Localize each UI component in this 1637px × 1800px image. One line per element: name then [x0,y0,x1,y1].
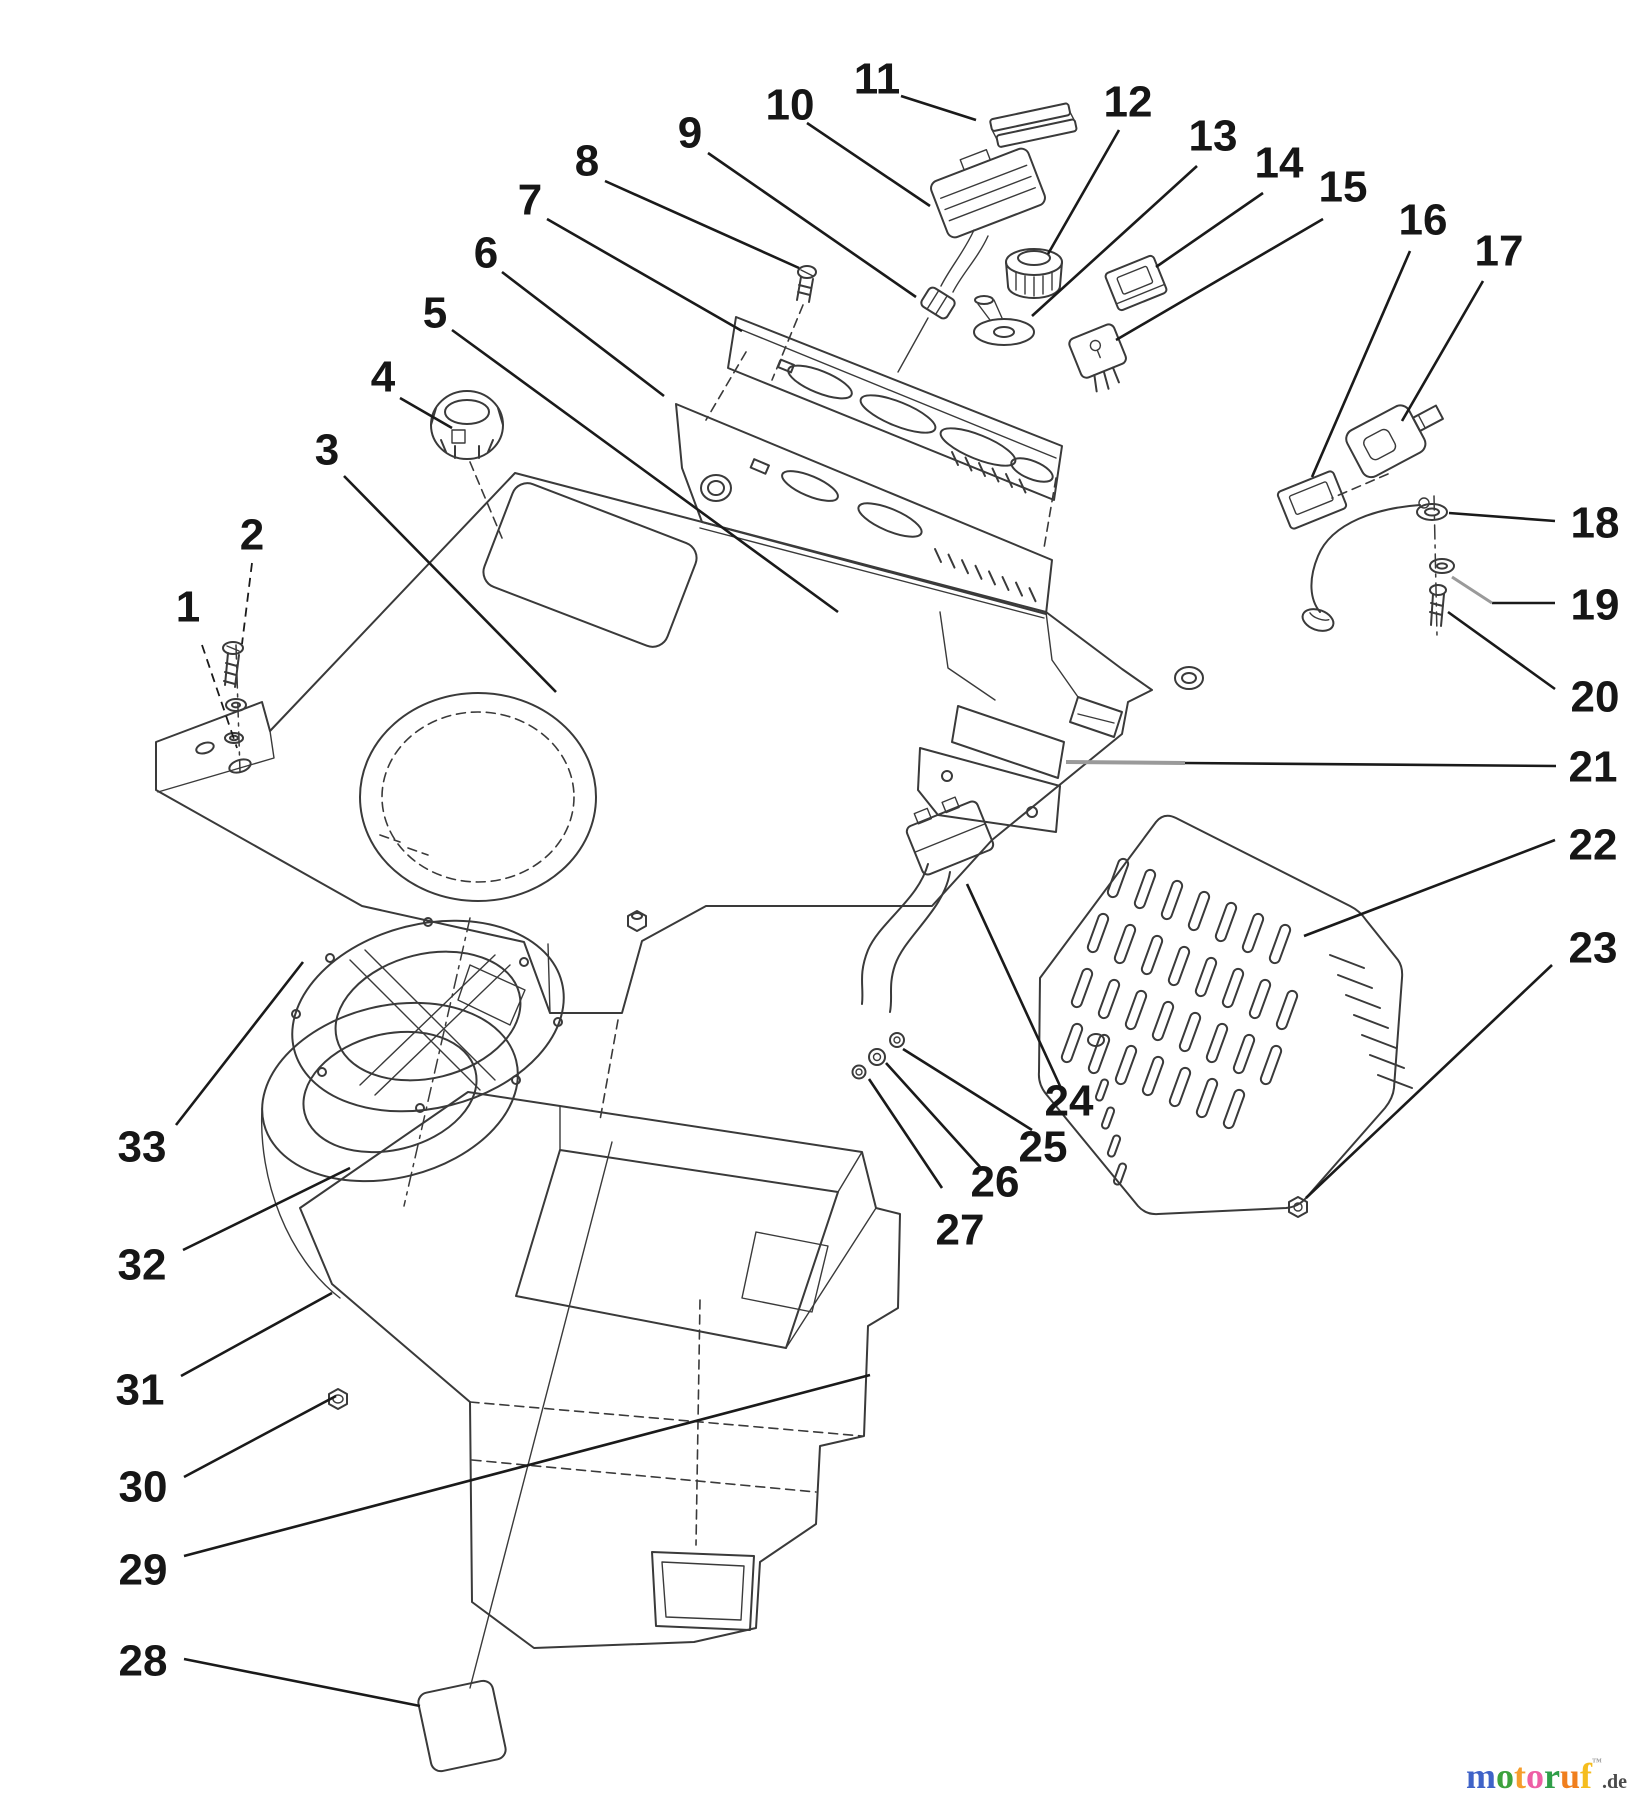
logo-letter-o: o [1495,1756,1514,1796]
choke-dial [974,296,1034,345]
vent-slot [1086,912,1109,953]
fuel-cap [431,391,503,538]
vent-slot [1178,1011,1201,1052]
vent-slot [1097,978,1120,1019]
leader-line-3 [344,476,556,692]
vent-slot [1275,989,1298,1030]
ignition-key [1343,390,1452,481]
vent-slot [1133,868,1156,909]
callout-label-17: 17 [1474,226,1524,276]
side-hatch-line [1330,955,1364,968]
callout-label-19: 19 [1570,580,1620,630]
parts-artwork [156,102,1454,1773]
leader-line-5 [452,330,838,612]
callout-label-16: 16 [1398,195,1448,245]
leader-line-2 [242,563,252,644]
rib-tick [1030,588,1036,601]
leader-line-14 [1156,193,1263,267]
lower-shroud [300,1092,900,1648]
logo-letter-f: f [1580,1756,1592,1796]
logo-letter-t: t [1513,1756,1526,1796]
vent-slot [1124,989,1147,1030]
rib-tick [949,555,955,568]
callout-label-25: 25 [1018,1122,1068,1172]
leader-line-33 [176,962,303,1125]
leader-line-30 [184,1396,336,1477]
rib-tick [989,571,995,584]
vent-slot [1232,1033,1255,1074]
vent-slot [1194,956,1217,997]
logo-letter-u: u [1559,1756,1580,1796]
callout-label-32: 32 [117,1240,167,1290]
leader-line-22 [1304,840,1555,936]
callout-label-1: 1 [175,582,201,632]
blower-opening-outer [360,693,596,901]
panel-fasteners [853,1033,905,1079]
vent-slot [1060,1022,1083,1063]
callout-label-7: 7 [517,175,543,225]
vent-slot [1070,967,1093,1008]
key-lanyard-hardware [1300,474,1454,636]
leader-line-32 [183,1168,350,1250]
callout-label-11: 11 [853,54,901,104]
tank-recess [479,479,701,652]
vent-slot [1151,1000,1174,1041]
vent-slot [1167,945,1190,986]
leader-line-15 [1116,219,1323,340]
callout-label-6: 6 [473,228,499,278]
screw-washer-stack [223,642,246,772]
control-knob [1006,249,1062,298]
callout-label-30: 30 [118,1462,168,1512]
callout-label-8: 8 [574,136,600,186]
side-hatch-line [1338,975,1372,988]
callout-label-28: 28 [118,1636,168,1686]
decal-pad [417,1142,612,1773]
callout-label-18: 18 [1570,498,1620,548]
side-hatch-line [1346,995,1380,1008]
callout-label-33: 33 [117,1122,167,1172]
vent-slot [1221,967,1244,1008]
vent-slot-small [1113,1162,1127,1185]
leader-line-20 [1448,612,1555,689]
callout-label-5: 5 [422,288,448,338]
side-hatch-line [1370,1055,1404,1068]
leader-tail-19 [1452,577,1492,603]
leader-line-23 [1306,965,1552,1198]
leader-line-26 [886,1063,981,1168]
vent-slot [1248,978,1271,1019]
vent-slot [1140,934,1163,975]
leader-line-27 [869,1079,942,1188]
leader-line-12 [1048,130,1119,254]
callout-layer [116,55,1620,1707]
rib-tick [962,560,968,573]
vent-slot [1241,912,1264,953]
motoruf-logo-suffix: .de [1602,1771,1627,1793]
panel-screw [772,266,816,380]
vent-slot [1205,1022,1228,1063]
vent-slot [1214,901,1237,942]
interlock-switch [1277,470,1348,530]
callout-label-31: 31 [115,1365,165,1415]
leader-line-7 [547,219,742,331]
leader-tail-21 [1066,762,1185,763]
vent-slot [1195,1077,1218,1118]
vent-slot [1259,1044,1282,1085]
vent-slot [1113,923,1136,964]
callout-label-26: 26 [970,1157,1020,1207]
control-module [898,136,1047,372]
leader-line-18 [1449,513,1555,521]
logo-letter-o: o [1525,1756,1544,1796]
leader-line-24 [967,884,1060,1086]
vent-slot [1222,1088,1245,1129]
leader-line-1 [202,645,237,748]
leader-line-28 [184,1659,420,1706]
callout-label-27: 27 [935,1205,985,1255]
callout-label-12: 12 [1103,77,1153,127]
blower-opening-inner [382,712,574,882]
callout-label-14: 14 [1254,138,1304,188]
retainer-clip [990,102,1077,148]
leader-line-29 [184,1375,870,1556]
rib-tick [935,549,941,562]
trademark-mark: ™ [1592,1757,1602,1768]
motoruf-logo-letters [1466,1756,1592,1796]
callout-label-10: 10 [765,80,815,130]
vent-slot-small [1107,1134,1121,1157]
vent-slot [1268,923,1291,964]
motoruf-logo [1466,1758,1627,1794]
callout-label-9: 9 [677,108,703,158]
callout-label-29: 29 [118,1545,168,1595]
callout-label-2: 2 [239,510,265,560]
callout-label-20: 20 [1570,672,1620,722]
vent-slot [1087,1033,1110,1074]
cable-ferrule [919,286,956,321]
leader-line-11 [901,96,976,120]
vent-slot [1160,879,1183,920]
callout-label-4: 4 [370,352,396,402]
side-hatch-line [1354,1015,1388,1028]
leader-line-31 [181,1293,332,1376]
side-hatch-line [1362,1035,1396,1048]
engine-cover [1039,816,1412,1217]
logo-letter-m: m [1465,1756,1496,1796]
logo-letter-r: r [1543,1756,1560,1796]
leader-line-17 [1402,281,1483,421]
vent-slot-small [1095,1078,1109,1101]
rib-tick [976,566,982,579]
rib-tick [1003,577,1009,590]
callout-label-23: 23 [1568,923,1618,973]
vent-slot-small [1101,1106,1115,1129]
callout-label-24: 24 [1044,1076,1094,1126]
leader-line-8 [605,181,799,268]
leader-line-10 [807,123,930,206]
leader-line-25 [903,1049,1032,1130]
leader-line-6 [502,272,664,396]
vent-slot [1114,1044,1137,1085]
vent-slot [1187,890,1210,931]
dash-panel-lower [676,352,1056,618]
callout-label-13: 13 [1188,111,1238,161]
console-housing [156,473,1203,1013]
leader-line-21 [1185,763,1556,766]
callout-label-3: 3 [314,425,340,475]
rib-tick [1016,583,1022,596]
vent-slot [1141,1055,1164,1096]
rocker-switch [1104,255,1167,312]
callout-label-22: 22 [1568,820,1618,870]
vent-slot [1168,1066,1191,1107]
callout-label-15: 15 [1318,162,1368,212]
callout-label-21: 21 [1568,742,1618,792]
